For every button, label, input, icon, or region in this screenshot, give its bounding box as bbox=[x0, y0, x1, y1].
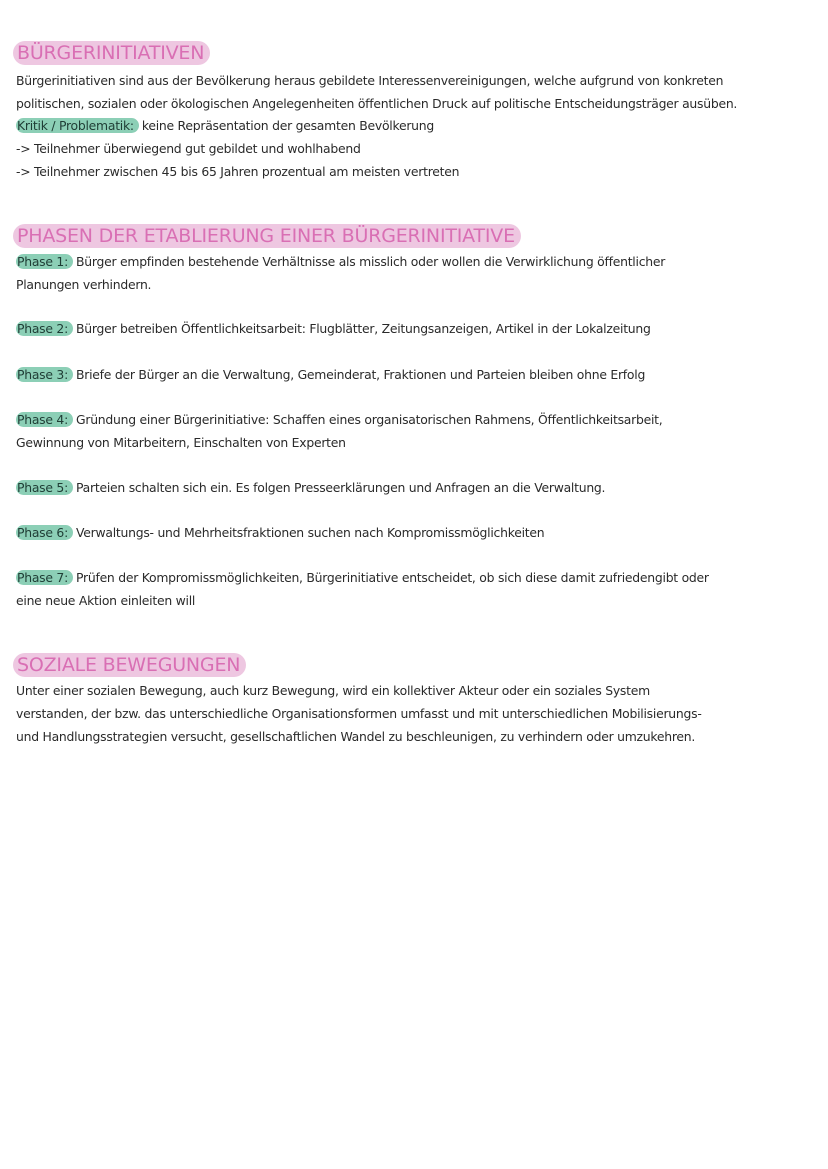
kritik-text: keine Repräsentation der gesamten Bevölkerung bbox=[141, 118, 434, 133]
phase-text: Verwaltungs- und Mehrheitsfraktionen suchen nach Kompromissmöglichkeiten bbox=[76, 525, 545, 540]
phase-text: Briefe der Bürger an die Verwaltung, Gemeinderat, Fraktionen und Parteien bleiben ohne Erfolg bbox=[76, 367, 646, 382]
phase-3 bbox=[16, 367, 645, 383]
phase-7-continuation: eine neue Aktion einleiten will bbox=[16, 593, 196, 608]
phase-7 bbox=[16, 570, 709, 586]
text-line: Bürgerinitiativen sind aus der Bevölkerung heraus gebildete Interessenvereinigungen, welche aufgrund von konkreten bbox=[16, 73, 724, 88]
phase-tag: Phase 6: bbox=[16, 525, 73, 540]
text-line: politischen, sozialen oder ökologischen Angelegenheiten öffentlichen Druck auf politische Entscheidungsträger ausüben. bbox=[16, 96, 738, 111]
phase-4-continuation: Gewinnung von Mitarbeitern, Einschalten von Experten bbox=[16, 435, 346, 450]
phase-text: Parteien schalten sich ein. Es folgen Presseerklärungen und Anfragen an die Verwaltung. bbox=[76, 480, 606, 495]
heading-soziale-bewegungen: SOZIALE BEWEGUNGEN bbox=[13, 653, 246, 677]
text-line: und Handlungsstrategien versucht, gesellschaftlichen Wandel zu beschleunigen, zu verhindern oder umzukehren. bbox=[16, 729, 696, 744]
text-line: verstanden, der bzw. das unterschiedliche Organisationsformen umfasst und mit unterschiedlichen Mobilisierungs- bbox=[16, 706, 702, 721]
phase-4 bbox=[16, 412, 662, 428]
phase-text: Gründung einer Bürgerinitiative: Schaffen eines organisatorischen Rahmens, Öffentlichkeitsarbeit, bbox=[76, 412, 663, 427]
heading-buergerinitiativen: BÜRGERINITIATIVEN bbox=[13, 41, 210, 65]
phase-tag: Phase 5: bbox=[16, 480, 73, 495]
phase-tag: Phase 4: bbox=[16, 412, 73, 427]
bullet-point: -> Teilnehmer zwischen 45 bis 65 Jahren prozentual am meisten vertreten bbox=[16, 164, 460, 179]
heading-phasen: PHASEN DER ETABLIERUNG EINER BÜRGERINITIATIVE bbox=[13, 224, 521, 248]
phase-text: Bürger betreiben Öffentlichkeitsarbeit: Flugblätter, Zeitungsanzeigen, Artikel in der Lokalzeitung bbox=[76, 321, 651, 336]
kritik-line bbox=[16, 118, 434, 134]
phase-1 bbox=[16, 254, 665, 270]
kritik-tag: Kritik / Problematik: bbox=[16, 118, 139, 133]
bullet-point: -> Teilnehmer überwiegend gut gebildet und wohlhabend bbox=[16, 141, 361, 156]
phase-text: Prüfen der Kompromissmöglichkeiten, Bürgerinitiative entscheidet, ob sich diese damit zufriedengibt oder bbox=[76, 570, 709, 585]
phase-tag: Phase 1: bbox=[16, 254, 73, 269]
phase-6 bbox=[16, 525, 544, 541]
phase-1-continuation: Planungen verhindern. bbox=[16, 277, 152, 292]
text-line: Unter einer sozialen Bewegung, auch kurz Bewegung, wird ein kollektiver Akteur oder ein soziales System bbox=[16, 683, 650, 698]
phase-tag: Phase 2: bbox=[16, 321, 73, 336]
phase-2 bbox=[16, 321, 651, 337]
phase-text: Bürger empfinden bestehende Verhältnisse als misslich oder wollen die Verwirklichung öffentlicher bbox=[76, 254, 666, 269]
phase-tag: Phase 7: bbox=[16, 570, 73, 585]
phase-5 bbox=[16, 480, 605, 496]
phase-tag: Phase 3: bbox=[16, 367, 73, 382]
